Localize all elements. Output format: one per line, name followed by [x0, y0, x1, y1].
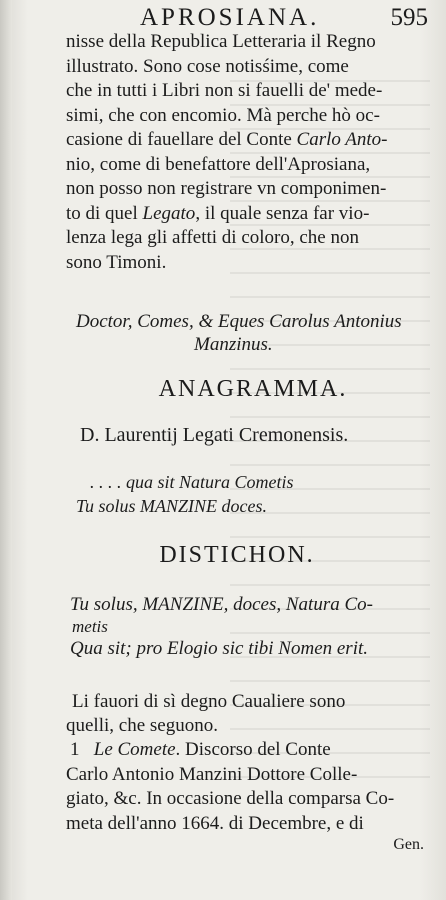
text-fragment: to di quel: [66, 202, 143, 224]
anagram-result: [76, 470, 426, 518]
text-line: illustrato. Sono cose notisśime, come: [66, 55, 349, 77]
intro-paragraph: [66, 690, 431, 738]
heading-distichon: DISTICHON.: [159, 542, 315, 568]
entry-line: Carlo Antonio Manzini Dottore Colle-: [66, 763, 358, 785]
dedication-line: Manzinus.: [194, 334, 273, 355]
text-line: nisse della Republica Letteraria il Regno: [66, 31, 376, 52]
anagram-line: . . . . qua sit Natura Cometis: [90, 472, 294, 492]
verse-line: Tu solus, MANZINE, doces, Natura Co-: [70, 594, 373, 615]
text-line: quelli, che seguono.: [66, 715, 218, 736]
text-line: nio, come di benefattore dell'Aprosiana,: [66, 153, 371, 175]
page-gutter: [0, 0, 12, 900]
dedication-block: [76, 310, 432, 356]
text-fragment: , il quale senza far vio-: [195, 202, 370, 224]
catchword: Gen.: [393, 836, 424, 853]
verse-line: Qua sit; pro Elogio sic tibi Nomen erit.: [70, 638, 369, 659]
text-line: [66, 202, 431, 227]
bibliography-entry: [66, 738, 432, 836]
text-line: non posso non registrare vn componimen-: [66, 178, 387, 199]
page-header: [48, 2, 428, 32]
text-line: lenza lega gli affetti di coloro, che non: [66, 227, 359, 248]
text-line: sono Timoni.: [66, 251, 167, 273]
running-title: APROSIANA.: [140, 4, 320, 31]
anagram-source: D. Laurentij Legati Cremonensis.: [80, 424, 349, 446]
text-line: che in tutti i Libri non si fauelli de' mede-: [66, 80, 383, 101]
text-fragment: casione di fauellare del Conte: [66, 129, 297, 150]
anagram-line: Tu solus MANZINE doces.: [76, 496, 268, 516]
page-number: 595: [390, 4, 428, 31]
entry-line: [66, 738, 432, 763]
italic-name: Legato: [142, 202, 196, 224]
text-line: Li fauori di sì degno Caualiere sono: [72, 691, 346, 712]
distichon-verse: [70, 594, 430, 660]
paragraph-aprosiana: [66, 30, 431, 275]
verse-line: metis: [72, 617, 108, 636]
entry-number: 1: [70, 739, 80, 760]
text-line: simi, che con encomio. Mà perche hò oc-: [66, 104, 380, 126]
entry-line: giato, &c. In occasione della comparsa Co-: [66, 788, 395, 809]
entry-line: meta dell'anno 1664. di Decembre, e di: [66, 812, 364, 834]
dedication-line: Doctor, Comes, & Eques Carolus Antonius: [76, 311, 402, 332]
entry-title: Le Comete: [93, 739, 176, 760]
text-line: [66, 128, 431, 153]
italic-name: Carlo Anto-: [296, 129, 388, 150]
text-fragment: . Discorso del Conte: [175, 739, 331, 760]
heading-anagramma: ANAGRAMMA.: [158, 376, 348, 402]
